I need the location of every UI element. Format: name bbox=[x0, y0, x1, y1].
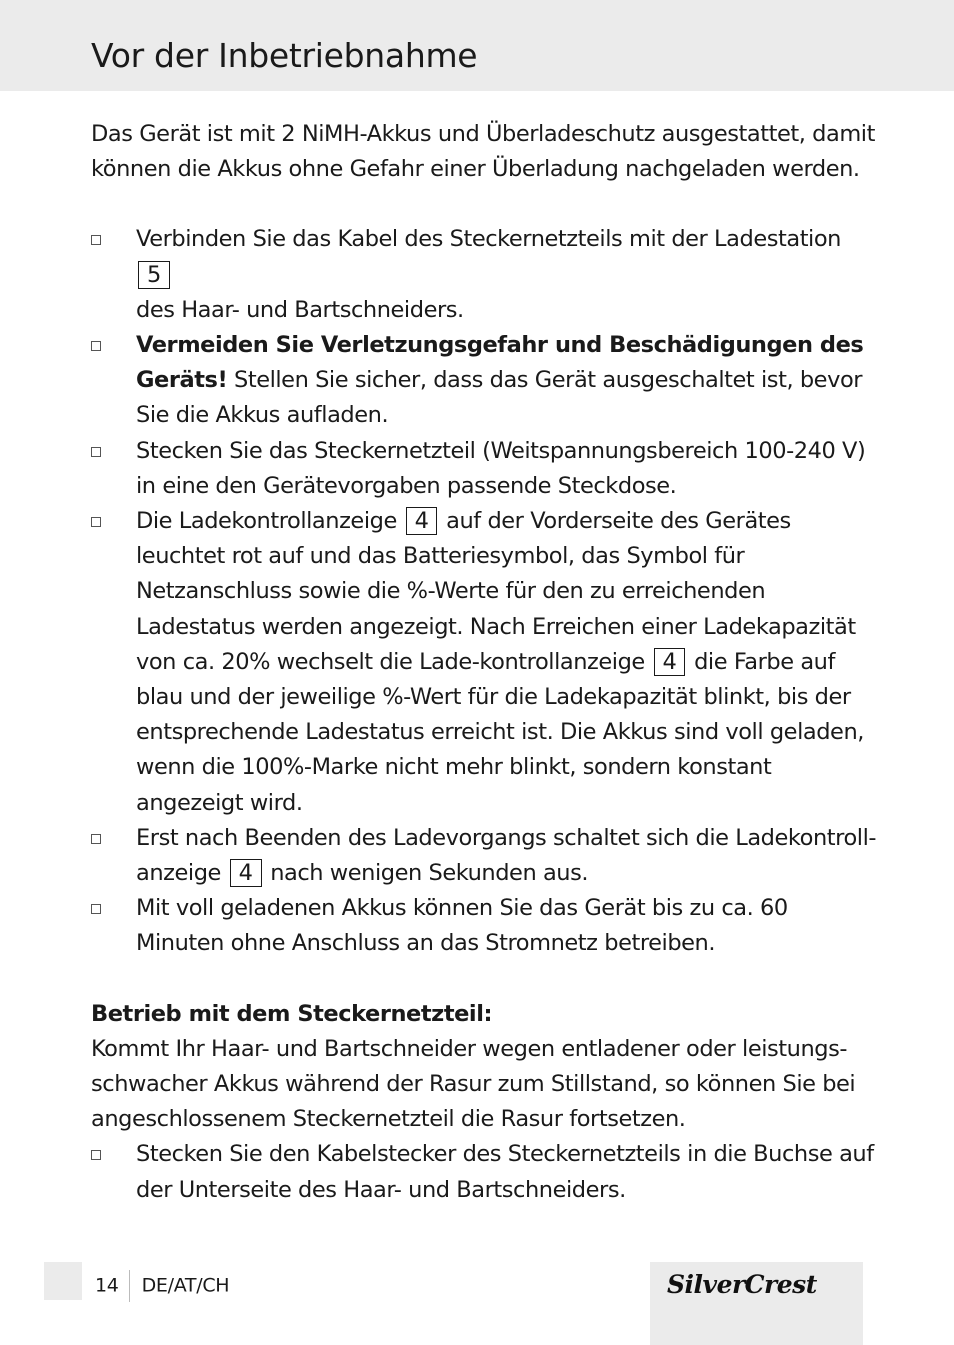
content bbox=[91, 117, 881, 1208]
list-item: Mit voll geladenen Akkus können Sie das Gerät bis zu ca. 60 Minuten ohne Anschluss an das Stromnetz betreiben. bbox=[91, 891, 881, 961]
instruction-list bbox=[91, 222, 881, 961]
intro-paragraph: Das Gerät ist mit 2 NiMH-Akkus und Überladeschutz ausgestattet, damit können die Akkus ohne Gefahr einer Überladung nachgeladen werden. bbox=[91, 121, 875, 183]
brand-name: SilverCrest bbox=[667, 1270, 817, 1299]
checkbox-icon bbox=[91, 447, 101, 457]
checkbox-icon bbox=[91, 517, 101, 527]
checkbox-icon bbox=[91, 1150, 101, 1160]
warning-text: Vermeiden Sie Verletzungsgefahr und Beschädigungen des Geräts! bbox=[136, 332, 864, 394]
list-item: Stecken Sie das Steckernetzteil (Weitspannungsbereich 100-240 V) in eine den Gerätevorgaben passende Steckdose. bbox=[91, 434, 881, 504]
locale-label: DE/AT/CH bbox=[141, 1274, 230, 1297]
ref-number: 4 bbox=[230, 859, 262, 887]
page-number: 14 bbox=[95, 1274, 119, 1297]
checkbox-icon bbox=[91, 904, 101, 914]
section-paragraph: Kommt Ihr Haar- und Bartschneider wegen entladener oder leistungs-schwacher Akkus während der Rasur zum Stillstand, so können Sie bei angeschlossenem Steckernetzteil die Rasur fortsetzen. bbox=[91, 1035, 856, 1133]
list-item: Verbinden Sie das Kabel des Steckernetzteils mit der Ladestation 5 des Haar- und Bartschneiders. bbox=[91, 222, 881, 328]
instruction-list bbox=[91, 1137, 881, 1207]
ref-number: 5 bbox=[138, 261, 170, 289]
footer-divider bbox=[129, 1270, 130, 1302]
page-title: Vor der Inbetriebnahme bbox=[91, 36, 478, 75]
page-number-box bbox=[44, 1262, 82, 1300]
list-item: Vermeiden Sie Verletzungsgefahr und Beschädigungen des Geräts! Stellen Sie sicher, dass das Gerät ausgeschaltet ist, bevor Sie die Akkus aufladen. bbox=[91, 328, 881, 434]
checkbox-icon bbox=[91, 341, 101, 351]
section-heading: Betrieb mit dem Steckernetzteil: bbox=[91, 1000, 493, 1027]
footer bbox=[95, 1270, 229, 1302]
list-item: Die Ladekontrollanzeige 4 auf der Vorderseite des Gerätes leuchtet rot auf und das Batteriesymbol, das Symbol für Netzanschluss sowie die %-Werte für den zu erreichenden Ladestatus werden angezeigt. Nach Erreichen einer Ladekapazität von ca. 20% wechselt die Lade-kontrollanzeige 4 die Farbe auf blau und der jeweilige %-Wert für die Ladekapazität blinkt, bis der entsprechende Ladestatus erreicht ist. Die Akkus sind voll geladen, wenn die 100%-Marke nicht mehr blinkt, sondern konstant angezeigt wird. bbox=[91, 504, 881, 821]
brand-logo bbox=[650, 1262, 863, 1345]
checkbox-icon bbox=[91, 834, 101, 844]
checkbox-icon bbox=[91, 235, 101, 245]
ref-number: 4 bbox=[406, 507, 438, 535]
ref-number: 4 bbox=[654, 648, 686, 676]
list-item: Stecken Sie den Kabelstecker des Steckernetzteils in die Buchse auf der Unterseite des Haar- und Bartschneiders. bbox=[91, 1137, 881, 1207]
list-item: Erst nach Beenden des Ladevorgangs schaltet sich die Ladekontroll-anzeige 4 nach wenigen Sekunden aus. bbox=[91, 821, 881, 891]
